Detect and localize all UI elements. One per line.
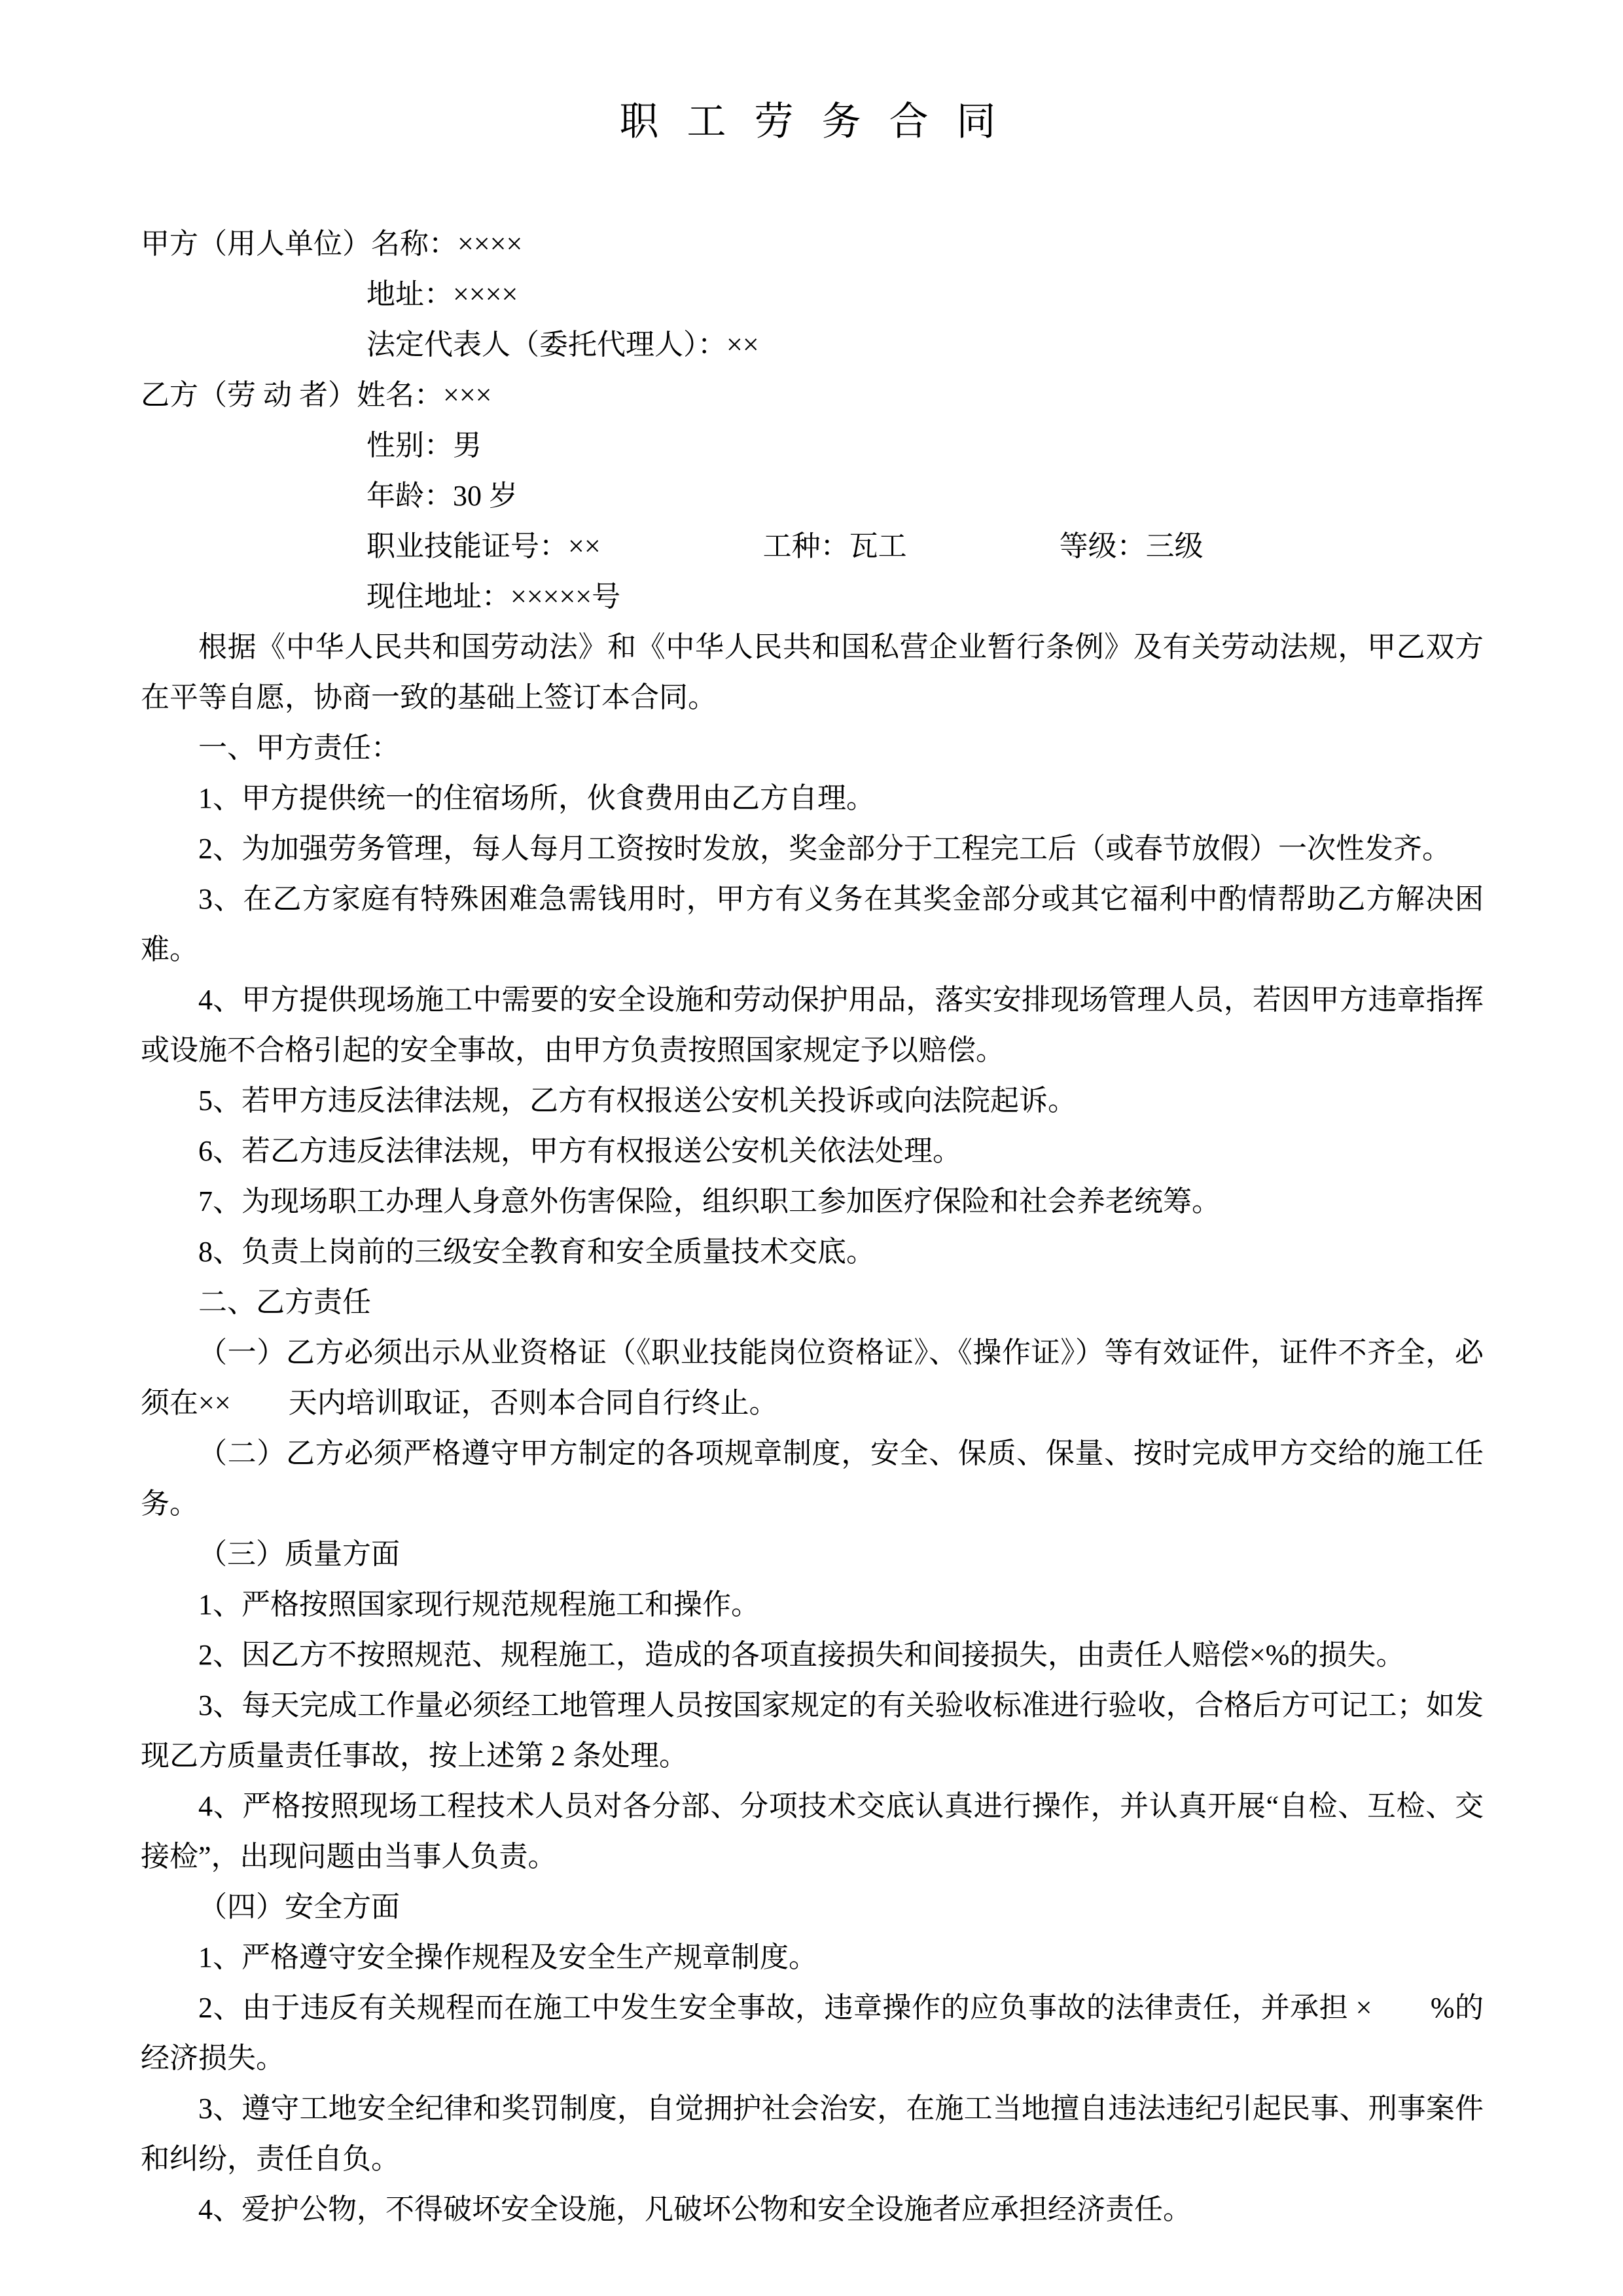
safety-heading: （四）安全方面 (198, 1891, 400, 1923)
quality-clause-4: 4、严格按照现场工程技术人员对各分部、分项技术交底认真进行操作，并认真开展“自检、互检、交接检”，出现问题由当事人负责。 (141, 1790, 1484, 1873)
quality-heading: （三）质量方面 (198, 1538, 400, 1570)
party-a-legal-rep-line: 法定代表人（委托代理人）：×× (366, 329, 759, 361)
section-a-clause-1: 1、甲方提供统一的住宿场所，伙食费用由乙方自理。 (198, 782, 875, 814)
section-b-clause-2: （二）乙方必须严格遵守甲方制定的各项规章制度，安全、保质、保量、按时完成甲方交给的施工任务。 (141, 1437, 1484, 1520)
section-a-clause-3: 3、在乙方家庭有特殊困难急需钱用时，甲方有义务在其奖金部分或其它福利中酌情帮助乙方解决困难。 (141, 883, 1484, 965)
section-a-clause-6: 6、若乙方违反法律法规，甲方有权报送公安机关依法处理。 (198, 1135, 961, 1167)
section-a-clause-7: 7、为现场职工办理人身意外伤害保险，组织职工参加医疗保险和社会养老统筹。 (198, 1185, 1221, 1217)
grade-field: 等级：三级 (1059, 530, 1204, 562)
safety-clause-1: 1、严格遵守安全操作规程及安全生产规章制度。 (198, 1941, 817, 1973)
section-b-heading: 二、乙方责任 (198, 1286, 371, 1318)
party-b-age-line: 年龄：30 岁 (366, 480, 518, 512)
safety-clause-4: 4、爱护公物，不得破坏安全设施，凡破坏公物和安全设施者应承担经济责任。 (198, 2193, 1192, 2225)
skill-cert-field: 职业技能证号：×× (366, 530, 601, 562)
job-type-field: 工种：瓦工 (762, 530, 907, 562)
party-b-cert-line (366, 521, 1484, 571)
section-a-clause-4: 4、甲方提供现场施工中需要的安全设施和劳动保护用品，落实安排现场管理人员，若因甲方违章指挥或设施不合格引起的安全事故，由甲方负责按照国家规定予以赔偿。 (141, 984, 1484, 1066)
safety-clause-3: 3、遵守工地安全纪律和奖罚制度，自觉拥护社会治安，在施工当地擅自违法违纪引起民事、刑事案件和纠纷，责任自负。 (141, 2092, 1484, 2175)
party-b-address-line: 现住地址：×××××号 (366, 581, 621, 613)
party-b-name-line: 乙方（劳 动 者）姓名：××× (141, 379, 492, 411)
quality-clause-1: 1、严格按照国家现行规范规程施工和操作。 (198, 1588, 760, 1621)
section-a-clause-8: 8、负责上岗前的三级安全教育和安全质量技术交底。 (198, 1236, 875, 1268)
section-a-clause-2: 2、为加强劳务管理，每人每月工资按时发放，奖金部分于工程完工后（或春节放假）一次性发齐。 (198, 833, 1451, 865)
party-a-name-line: 甲方（用人单位）名称：×××× (141, 228, 523, 260)
section-a-clause-5: 5、若甲方违反法律法规，乙方有权报送公安机关投诉或向法院起诉。 (198, 1085, 1077, 1117)
safety-clause-2: 2、由于违反有关规程而在施工中发生安全事故，违章操作的应负事故的法律责任，并承担 × %的经济损失。 (141, 1992, 1484, 2074)
party-a-address-line: 地址：×××× (366, 278, 518, 310)
document-title: 职 工 劳 务 合 同 (619, 100, 1005, 143)
section-b-clause-1: （一）乙方必须出示从业资格证（《职业技能岗位资格证》、《操作证》）等有效证件，证件不齐全，必须在×× 天内培训取证，否则本合同自行终止。 (141, 1336, 1484, 1419)
section-a-heading: 一、甲方责任： (198, 732, 400, 764)
quality-clause-3: 3、每天完成工作量必须经工地管理人员按国家规定的有关验收标准进行验收，合格后方可记工；如发现乙方质量责任事故，按上述第 2 条处理。 (141, 1689, 1484, 1772)
party-b-gender-line: 性别：男 (366, 429, 482, 461)
preamble-paragraph: 根据《中华人民共和国劳动法》和《中华人民共和国私营企业暂行条例》及有关劳动法规，甲乙双方在平等自愿，协商一致的基础上签订本合同。 (141, 631, 1484, 713)
quality-clause-2: 2、因乙方不按照规范、规程施工，造成的各项直接损失和间接损失，由责任人赔偿×%的损失。 (198, 1639, 1405, 1671)
